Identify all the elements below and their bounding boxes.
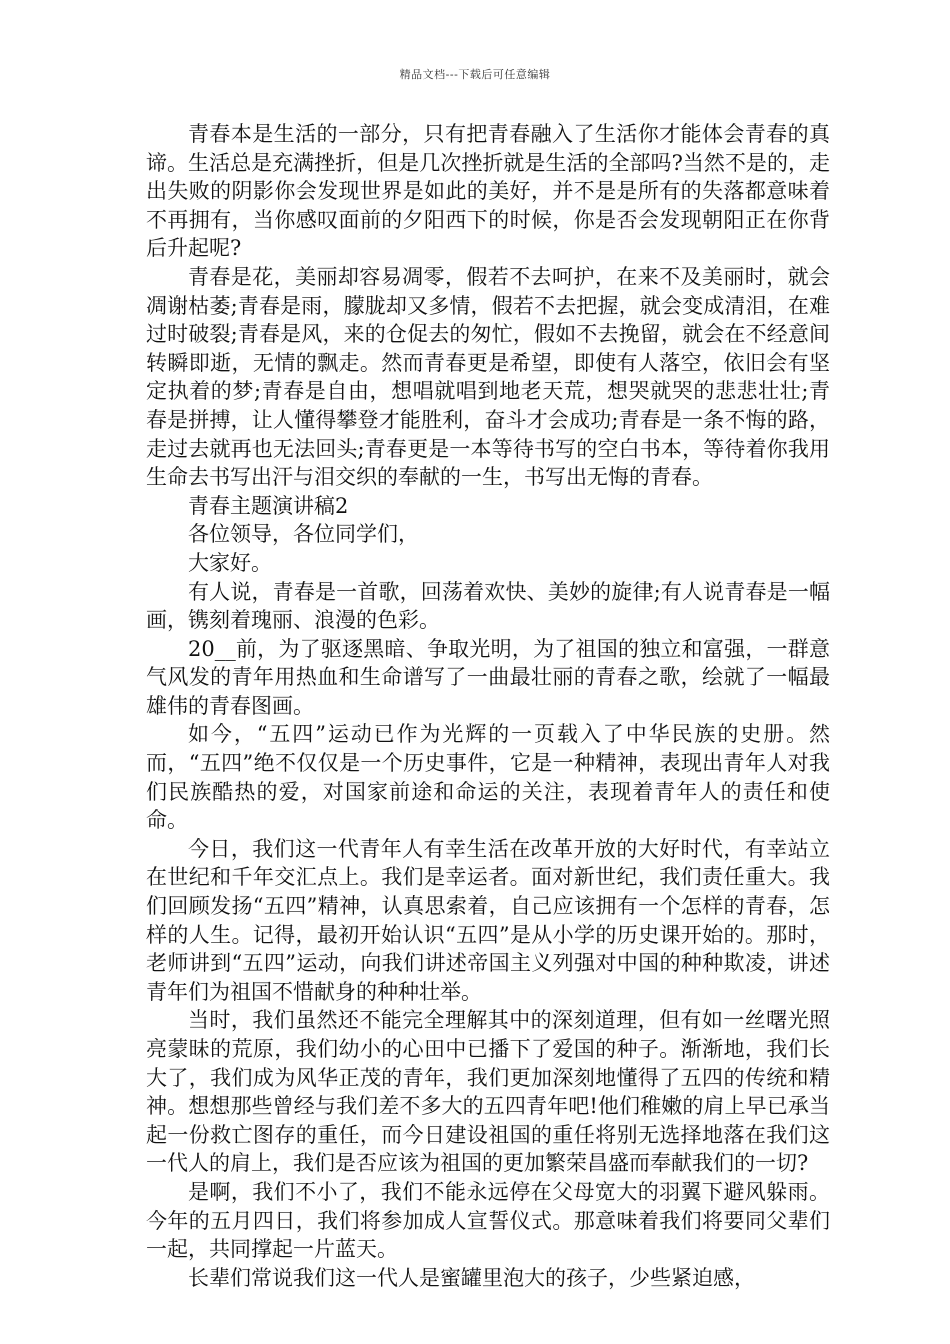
paragraph: 今日，我们这一代青年人有幸生活在改革开放的大好时代，有幸站立在世纪和千年交汇点上。我们是幸运者。面对新世纪，我们责任重大。我们回顾发扬“五四”精神，认真思索着，自己应该拥有一个怎样的青春，怎样的人生。记得，最初开始认识“五四”是从小学的历史课开始的。那时，老师讲到“五四”运动，向我们讲述帝国主义列强对中国的种种欺凌，讲述青年们为祖国不惜献身的种种壮举。: [146, 836, 830, 1004]
page-header: 精品文档---下载后可任意编辑: [399, 68, 551, 81]
paragraph: 当时，我们虽然还不能完全理解其中的深刻道理，但有如一丝曙光照亮蒙昧的荒原，我们幼小的心田中已播下了爱国的种子。渐渐地，我们长大了，我们成为风华正茂的青年，我们更加深刻地懂得了五四的传统和精神。想想那些曾经与我们差不多大的五四青年吧!他们稚嫩的肩上早已承当起一份救亡图存的重任，而今日建设祖国的重任将别无选择地落在我们这一代人的肩上，我们是否应该为祖国的更加繁荣昌盛而奉献我们的一切?: [146, 1008, 830, 1176]
paragraph: 青春是花，美丽却容易凋零，假若不去呵护，在来不及美丽时，就会凋谢枯萎;青春是雨，朦胧却又多情，假若不去把握，就会变成清泪，在难过时破裂;青春是风，来的仓促去的匆忙，假如不去挽留，就会在不经意间转瞬即逝，无情的飘走。然而青春更是希望，即使有人落空，依旧会有坚定执着的梦;青春是自由，想唱就唱到地老天荒，想哭就哭的悲悲壮壮;青春是拼搏，让人懂得攀登才能胜利，奋斗才会成功;青春是一条不悔的路，走过去就再也无法回头;青春更是一本等待书写的空白书本，等待着你我用生命去书写出汗与泪交织的奉献的一生，书写出无悔的青春。: [146, 264, 830, 490]
section-title: 青春主题演讲稿2: [188, 493, 349, 518]
paragraph: 是啊，我们不小了，我们不能永远停在父母宽大的羽翼下避风躲雨。今年的五月四日，我们将参加成人宣誓仪式。那意味着我们将要同父辈们一起，共同撑起一片蓝天。: [146, 1179, 830, 1262]
paragraph: 有人说，青春是一首歌，回荡着欢快、美妙的旋律;有人说青春是一幅画，镌刻着瑰丽、浪漫的色彩。: [146, 579, 830, 633]
greeting: 大家好。: [188, 550, 272, 575]
paragraph: 长辈们常说我们这一代人是蜜罐里泡大的孩子，少些紧迫感，: [188, 1265, 755, 1290]
paragraph: 20__前，为了驱逐黑暗、争取光明，为了祖国的独立和富强，一群意气风发的青年用热血和生命谱写了一曲最壮丽的青春之歌，绘就了一幅最雄伟的青春图画。: [146, 636, 830, 718]
salutation: 各位领导，各位同学们，: [188, 522, 419, 547]
paragraph: 青春本是生活的一部分，只有把青春融入了生活你才能体会青春的真谛。生活总是充满挫折，但是几次挫折就是生活的全部吗?当然不是的，走出失败的阴影你会发现世界是如此的美好，并不是是所有的失落都意味着不再拥有，当你感叹面前的夕阳西下的时候，你是否会发现朝阳正在你背后升起呢?: [146, 122, 830, 261]
document-body: [146, 120, 830, 1292]
paragraph: 如今，“五四”运动已作为光辉的一页载入了中华民族的史册。然而，“五四”绝不仅仅是一个历史事件，它是一种精神，表现出青年人对我们民族酷热的爱，对国家前途和命运的关注，表现着青年人的责任和使命。: [146, 722, 830, 833]
